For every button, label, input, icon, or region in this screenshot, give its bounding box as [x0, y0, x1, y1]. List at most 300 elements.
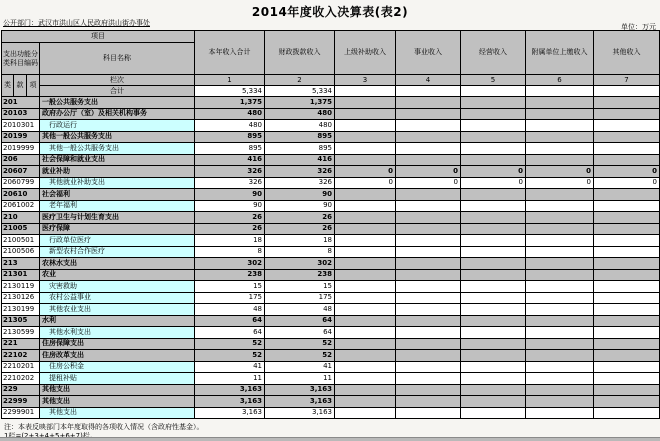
code-sub-header-subitem: 项 [27, 75, 40, 97]
value-cell [594, 361, 660, 373]
value-cell [335, 154, 396, 166]
value-cell [396, 292, 461, 304]
value-cell [594, 212, 660, 224]
value-cell [526, 373, 594, 385]
table-row [2, 120, 660, 132]
value-cell [335, 108, 396, 120]
value-cell [396, 246, 461, 258]
value-cell: 64 [265, 327, 335, 339]
subject-name-header: 科目名称 [40, 43, 195, 75]
value-cell: 1,375 [265, 97, 335, 109]
value-cell: 0 [594, 177, 660, 189]
value-cell [461, 373, 526, 385]
value-cell: 3,163 [195, 384, 265, 396]
value-cell [594, 131, 660, 143]
value-cell: 0 [461, 166, 526, 178]
value-cell: 416 [195, 154, 265, 166]
value-cell [335, 304, 396, 316]
code-cell: 2130126 [2, 292, 40, 304]
code-cell: 201 [2, 97, 40, 109]
footnote-1: 注：本表反映部门本年度取得的各项收入情况（含政府性基金）。 [4, 423, 204, 431]
value-cell [396, 338, 461, 350]
value-cell [335, 373, 396, 385]
table-row [2, 338, 660, 350]
value-cell [396, 108, 461, 120]
subject-name-cell: 其他支出 [40, 396, 195, 408]
subject-name-cell: 其他支出 [40, 407, 195, 419]
column-header-5: 经营收入 [461, 31, 526, 75]
total-value-2: 5,334 [265, 86, 335, 97]
value-cell [461, 212, 526, 224]
code-sub-header-class: 类 [2, 75, 14, 97]
value-cell [335, 327, 396, 339]
subject-name-cell: 其他一般公共服务支出 [40, 131, 195, 143]
total-label: 合计 [40, 86, 195, 97]
value-cell [335, 315, 396, 327]
value-cell: 3,163 [265, 396, 335, 408]
table-row [2, 143, 660, 155]
value-cell [526, 200, 594, 212]
subject-name-cell: 农业 [40, 269, 195, 281]
value-cell [335, 212, 396, 224]
value-cell: 48 [265, 304, 335, 316]
code-cell: 2061002 [2, 200, 40, 212]
table-row [2, 350, 660, 362]
value-cell: 480 [265, 108, 335, 120]
value-cell [594, 384, 660, 396]
value-cell: 0 [396, 177, 461, 189]
subject-name-cell: 行政运行 [40, 120, 195, 132]
value-cell [594, 189, 660, 201]
code-header: 支出功能分类科目编码 [2, 43, 40, 75]
value-cell: 3,163 [195, 407, 265, 419]
value-cell [526, 212, 594, 224]
table-row [2, 258, 660, 270]
value-cell [396, 327, 461, 339]
code-cell: 206 [2, 154, 40, 166]
unit-label: 单位：万元 [621, 23, 656, 31]
value-cell [461, 350, 526, 362]
value-cell [335, 361, 396, 373]
value-cell [526, 108, 594, 120]
value-cell [594, 258, 660, 270]
subject-name-cell: 医疗保障 [40, 223, 195, 235]
code-cell: 21305 [2, 315, 40, 327]
project-header: 项目 [2, 31, 195, 43]
subject-name-cell: 农村公益事业 [40, 292, 195, 304]
table-row [2, 131, 660, 143]
value-cell: 8 [195, 246, 265, 258]
header-row-colnums [2, 75, 660, 86]
value-cell [526, 407, 594, 419]
value-cell [526, 384, 594, 396]
value-cell: 895 [265, 143, 335, 155]
value-cell: 11 [265, 373, 335, 385]
value-cell [335, 223, 396, 235]
subject-name-cell: 新型农村合作医疗 [40, 246, 195, 258]
value-cell [335, 384, 396, 396]
value-cell [526, 258, 594, 270]
value-cell [526, 223, 594, 235]
value-cell [526, 120, 594, 132]
value-cell [594, 97, 660, 109]
value-cell [396, 304, 461, 316]
table-row [2, 304, 660, 316]
subject-name-cell: 其他水利支出 [40, 327, 195, 339]
subject-name-cell: 医疗卫生与计划生育支出 [40, 212, 195, 224]
value-cell [461, 327, 526, 339]
table-row [2, 235, 660, 247]
value-cell [594, 350, 660, 362]
value-cell [461, 97, 526, 109]
value-cell [461, 384, 526, 396]
value-cell [396, 269, 461, 281]
value-cell [526, 246, 594, 258]
value-cell: 26 [265, 212, 335, 224]
colnum-label: 栏次 [40, 75, 195, 86]
value-cell [594, 154, 660, 166]
code-cell: 2130119 [2, 281, 40, 293]
value-cell [526, 154, 594, 166]
code-cell: 2299901 [2, 407, 40, 419]
value-cell: 18 [265, 235, 335, 247]
value-cell [461, 281, 526, 293]
value-cell: 0 [335, 177, 396, 189]
table-body [2, 97, 660, 419]
subject-name-cell: 提租补贴 [40, 373, 195, 385]
value-cell [594, 327, 660, 339]
value-cell [335, 246, 396, 258]
value-cell [335, 407, 396, 419]
value-cell [594, 246, 660, 258]
value-cell [594, 269, 660, 281]
value-cell: 52 [265, 338, 335, 350]
value-cell: 0 [396, 166, 461, 178]
value-cell: 90 [195, 189, 265, 201]
value-cell: 480 [195, 120, 265, 132]
value-cell [396, 281, 461, 293]
value-cell: 90 [195, 200, 265, 212]
value-cell [526, 131, 594, 143]
value-cell [594, 338, 660, 350]
value-cell [396, 373, 461, 385]
value-cell: 326 [265, 166, 335, 178]
value-cell [526, 315, 594, 327]
page-title: 2014年度收入决算表(表2) [251, 5, 409, 19]
code-cell: 2130599 [2, 327, 40, 339]
code-cell: 2100506 [2, 246, 40, 258]
value-cell [335, 292, 396, 304]
value-cell [396, 315, 461, 327]
value-cell [396, 396, 461, 408]
value-cell [526, 281, 594, 293]
column-header-1: 本年收入合计 [195, 31, 265, 75]
column-header-2: 财政拨款收入 [265, 31, 335, 75]
total-row [2, 86, 660, 97]
value-cell [594, 223, 660, 235]
value-cell [594, 373, 660, 385]
value-cell: 326 [265, 177, 335, 189]
colnum-3: 3 [335, 75, 396, 86]
value-cell: 0 [526, 166, 594, 178]
value-cell [335, 143, 396, 155]
value-cell [461, 258, 526, 270]
value-cell: 41 [195, 361, 265, 373]
value-cell: 18 [195, 235, 265, 247]
value-cell [461, 396, 526, 408]
value-cell: 3,163 [265, 384, 335, 396]
value-cell [594, 407, 660, 419]
subject-name-cell: 住房公积金 [40, 361, 195, 373]
total-value-4 [396, 86, 461, 97]
code-cell: 2210201 [2, 361, 40, 373]
table-row [2, 373, 660, 385]
subject-name-cell: 行政单位医疗 [40, 235, 195, 247]
table-row [2, 212, 660, 224]
value-cell [335, 269, 396, 281]
subject-name-cell: 其他就业补助支出 [40, 177, 195, 189]
value-cell [526, 189, 594, 201]
value-cell: 480 [195, 108, 265, 120]
value-cell [335, 338, 396, 350]
code-cell: 2100501 [2, 235, 40, 247]
code-cell: 2019999 [2, 143, 40, 155]
value-cell: 0 [461, 177, 526, 189]
subject-name-cell: 住房保障支出 [40, 338, 195, 350]
table-row [2, 223, 660, 235]
value-cell: 895 [265, 131, 335, 143]
value-cell [396, 223, 461, 235]
code-cell: 21005 [2, 223, 40, 235]
table-row [2, 246, 660, 258]
code-cell: 2010301 [2, 120, 40, 132]
header-row-project [2, 31, 660, 43]
value-cell [335, 131, 396, 143]
value-cell [335, 350, 396, 362]
value-cell [335, 120, 396, 132]
value-cell [335, 189, 396, 201]
value-cell [594, 315, 660, 327]
value-cell [335, 281, 396, 293]
value-cell: 175 [265, 292, 335, 304]
value-cell: 0 [335, 166, 396, 178]
value-cell [396, 384, 461, 396]
code-cell: 2210202 [2, 373, 40, 385]
code-cell: 22999 [2, 396, 40, 408]
value-cell: 895 [195, 143, 265, 155]
value-cell [396, 258, 461, 270]
value-cell: 895 [195, 131, 265, 143]
value-cell [396, 350, 461, 362]
value-cell: 64 [195, 315, 265, 327]
value-cell: 8 [265, 246, 335, 258]
code-cell: 20610 [2, 189, 40, 201]
value-cell: 90 [265, 189, 335, 201]
value-cell [461, 361, 526, 373]
value-cell [396, 143, 461, 155]
value-cell: 0 [594, 166, 660, 178]
column-header-3: 上级补助收入 [335, 31, 396, 75]
value-cell [396, 189, 461, 201]
value-cell: 3,163 [265, 407, 335, 419]
value-cell [461, 407, 526, 419]
value-cell [461, 338, 526, 350]
value-cell [461, 235, 526, 247]
value-cell: 15 [265, 281, 335, 293]
total-value-5 [461, 86, 526, 97]
colnum-4: 4 [396, 75, 461, 86]
value-cell [461, 269, 526, 281]
value-cell [396, 131, 461, 143]
value-cell [594, 281, 660, 293]
subject-name-cell: 老年福利 [40, 200, 195, 212]
value-cell [461, 120, 526, 132]
value-cell [335, 200, 396, 212]
table-row [2, 281, 660, 293]
value-cell [461, 154, 526, 166]
code-cell: 213 [2, 258, 40, 270]
value-cell: 302 [265, 258, 335, 270]
value-cell: 26 [265, 223, 335, 235]
value-cell [526, 235, 594, 247]
value-cell [526, 361, 594, 373]
table-row [2, 315, 660, 327]
value-cell: 1,375 [195, 97, 265, 109]
subject-name-cell: 政府办公厅（室）及相关机构事务 [40, 108, 195, 120]
code-cell: 21301 [2, 269, 40, 281]
subject-name-cell: 灾害救助 [40, 281, 195, 293]
subject-name-cell: 一般公共服务支出 [40, 97, 195, 109]
code-cell: 2060799 [2, 177, 40, 189]
value-cell [335, 97, 396, 109]
value-cell [526, 304, 594, 316]
code-cell: 20103 [2, 108, 40, 120]
value-cell [594, 108, 660, 120]
value-cell: 416 [265, 154, 335, 166]
value-cell [461, 131, 526, 143]
value-cell: 48 [195, 304, 265, 316]
table-row [2, 292, 660, 304]
value-cell [594, 143, 660, 155]
value-cell: 52 [195, 350, 265, 362]
value-cell [526, 143, 594, 155]
code-cell: 221 [2, 338, 40, 350]
column-header-6: 附属单位上缴收入 [526, 31, 594, 75]
code-cell: 229 [2, 384, 40, 396]
value-cell: 90 [265, 200, 335, 212]
value-cell: 326 [195, 166, 265, 178]
table-row [2, 166, 660, 178]
value-cell [461, 315, 526, 327]
value-cell [335, 235, 396, 247]
value-cell: 238 [265, 269, 335, 281]
colnum-7: 7 [594, 75, 660, 86]
code-cell: 20607 [2, 166, 40, 178]
subject-name-cell: 就业补助 [40, 166, 195, 178]
value-cell [396, 235, 461, 247]
table-row [2, 97, 660, 109]
value-cell: 326 [195, 177, 265, 189]
value-cell [526, 396, 594, 408]
department-label: 公开部门：武汉市洪山区人民政府洪山街办事处 [3, 19, 150, 27]
value-cell [335, 396, 396, 408]
value-cell: 0 [526, 177, 594, 189]
value-cell: 480 [265, 120, 335, 132]
value-cell [461, 223, 526, 235]
value-cell: 15 [195, 281, 265, 293]
code-sub-header-item: 款 [14, 75, 27, 97]
total-value-7 [594, 86, 660, 97]
value-cell: 41 [265, 361, 335, 373]
colnum-1: 1 [195, 75, 265, 86]
value-cell: 3,163 [195, 396, 265, 408]
value-cell: 238 [195, 269, 265, 281]
value-cell [526, 269, 594, 281]
value-cell [461, 246, 526, 258]
value-cell [594, 292, 660, 304]
subject-name-cell: 农林水支出 [40, 258, 195, 270]
total-value-3 [335, 86, 396, 97]
value-cell [526, 350, 594, 362]
subject-name-cell: 其他支出 [40, 384, 195, 396]
value-cell: 52 [195, 338, 265, 350]
code-cell: 20199 [2, 131, 40, 143]
value-cell [461, 292, 526, 304]
subject-name-cell: 社会福利 [40, 189, 195, 201]
value-cell: 26 [195, 223, 265, 235]
value-cell: 26 [195, 212, 265, 224]
value-cell: 64 [265, 315, 335, 327]
code-cell: 210 [2, 212, 40, 224]
value-cell [461, 189, 526, 201]
value-cell [396, 212, 461, 224]
value-cell [526, 338, 594, 350]
value-cell [526, 327, 594, 339]
value-cell [594, 304, 660, 316]
value-cell: 11 [195, 373, 265, 385]
code-cell: 22102 [2, 350, 40, 362]
value-cell: 175 [195, 292, 265, 304]
colnum-2: 2 [265, 75, 335, 86]
value-cell [396, 200, 461, 212]
subject-name-cell: 其他农业支出 [40, 304, 195, 316]
subject-name-cell: 其他一般公共服务支出 [40, 143, 195, 155]
value-cell [335, 258, 396, 270]
subject-name-cell: 住房改革支出 [40, 350, 195, 362]
table-row [2, 327, 660, 339]
subject-name-cell: 社会保障和就业支出 [40, 154, 195, 166]
value-cell: 52 [265, 350, 335, 362]
table-row [2, 177, 660, 189]
column-header-4: 事业收入 [396, 31, 461, 75]
total-value-1: 5,334 [195, 86, 265, 97]
column-header-7: 其他收入 [594, 31, 660, 75]
value-cell [594, 200, 660, 212]
window-bottom-edge [0, 437, 660, 441]
value-cell [396, 154, 461, 166]
value-cell [461, 108, 526, 120]
meta-bar [0, 17, 660, 30]
table-row [2, 384, 660, 396]
colnum-6: 6 [526, 75, 594, 86]
table-row [2, 200, 660, 212]
table-row [2, 361, 660, 373]
value-cell [396, 97, 461, 109]
value-cell [594, 235, 660, 247]
value-cell: 302 [195, 258, 265, 270]
table-row [2, 189, 660, 201]
value-cell [461, 143, 526, 155]
